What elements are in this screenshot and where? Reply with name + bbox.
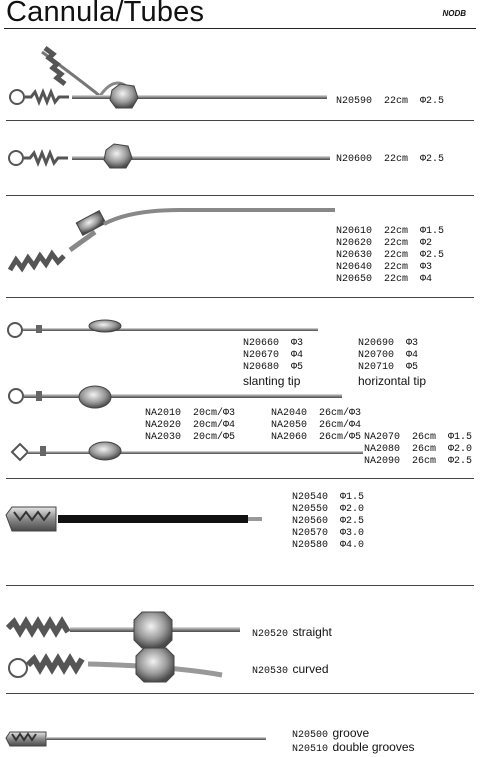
spec-line: NA2060 26cm/Φ5: [271, 432, 362, 443]
spec-list-na2010: [145, 408, 235, 444]
spec-line: NA2050 26cm/Φ4: [271, 420, 362, 431]
spec-line: N20670 Φ4: [243, 350, 304, 361]
page-title: Cannula/Tubes: [6, 0, 205, 28]
spec-line: NA2010 20cm/Φ3: [145, 408, 236, 419]
spec-n20510: [292, 738, 415, 756]
spec-line: N20570 Φ3.0: [292, 528, 365, 539]
cannula-n20590-drawing: [10, 48, 327, 108]
product-code: N20500: [292, 730, 329, 741]
spec-list-na2070: [364, 432, 472, 468]
spec-list-horizontal: [358, 338, 426, 388]
spec-line: NA2090 26cm Φ2.5: [364, 456, 473, 467]
spec-list-n20610: [336, 226, 444, 286]
spec-line: NA2020 20cm/Φ4: [145, 420, 236, 431]
product-code: N20520: [252, 629, 289, 640]
spec-line: N20630 22cm Φ2.5: [336, 250, 445, 261]
spec-line: N20620 22cm Φ2: [336, 238, 433, 249]
spec-line: NA2070 26cm Φ1.5: [364, 432, 473, 443]
variant-caption: groove: [332, 726, 370, 740]
spec-list-n20540: [292, 492, 364, 552]
spec-line: N20640 22cm Φ3: [336, 262, 433, 273]
variant-caption: double grooves: [332, 740, 415, 754]
cannula-n20610-drawing: [10, 210, 335, 270]
variant-caption: curved: [292, 662, 329, 676]
spec-n20600: N20600 22cm Φ2.5: [336, 154, 445, 165]
spec-line: NA2080 26cm Φ2.0: [364, 444, 473, 455]
spec-n20530: [252, 660, 329, 678]
spec-line: N20540 Φ1.5: [292, 492, 365, 503]
spec-line: N20560 Φ2.5: [292, 516, 365, 527]
slanting-tip-caption: slanting tip: [243, 374, 301, 388]
spec-line: N20690 Φ3: [358, 338, 419, 349]
spec-line: NA2030 20cm/Φ5: [145, 432, 236, 443]
cannula-n20540-drawing: [6, 507, 262, 531]
spec-line: N20580 Φ4.0: [292, 540, 365, 551]
spec-line: N20700 Φ4: [358, 350, 419, 361]
cannula-na2010-drawing: [9, 386, 342, 408]
spec-line: NA2040 26cm/Φ3: [271, 408, 362, 419]
cannula-n20530-drawing: [9, 648, 222, 682]
cannula-na2070-drawing: [12, 442, 363, 460]
spec-line: N20650 22cm Φ4: [336, 274, 433, 285]
horizontal-tip-caption: horizontal tip: [358, 374, 427, 388]
cannula-n20600-drawing: [9, 144, 330, 168]
spec-n20590: N20590 22cm Φ2.5: [336, 96, 445, 107]
spec-line: N20610 22cm Φ1.5: [336, 226, 445, 237]
cannula-n20500-drawing: [6, 732, 266, 746]
cannula-n20660-drawing: [8, 320, 318, 337]
spec-line: N20680 Φ5: [243, 362, 304, 373]
product-code: N20510: [292, 744, 329, 755]
spec-n20520: [252, 623, 332, 641]
product-code: N20530: [252, 666, 289, 677]
spec-line: N20710 Φ5: [358, 362, 419, 373]
spec-line: N20660 Φ3: [243, 338, 304, 349]
variant-caption: straight: [292, 625, 332, 639]
spec-list-na2040: [271, 408, 361, 444]
brand-logo: NODB: [442, 9, 466, 18]
spec-list-slanting: [243, 338, 303, 388]
cannula-n20520-drawing: [8, 612, 240, 648]
spec-line: N20550 Φ2.0: [292, 504, 365, 515]
